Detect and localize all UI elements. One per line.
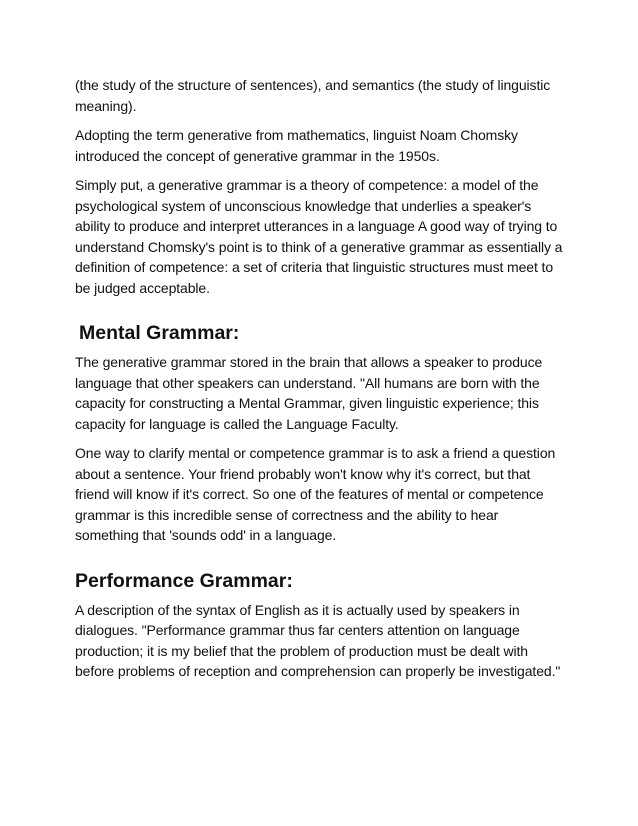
document-body [75,75,565,691]
paragraph-mental-grammar-definition: The generative grammar stored in the brain that allows a speaker to produce language that other speakers can understand. "All humans are born with the capacity for constructing a Mental Grammar, given linguistic experience; this capacity for language is called the Language Faculty. [75,354,543,432]
paragraph-generative-definition: Simply put, a generative grammar is a theory of competence: a model of the psychological system of unconscious knowledge that underlies a speaker's ability to produce and interpret utterances in a language A good way of trying to understand Chomsky's point is to think of a generative grammar as essentially a definition of competence: a set of criteria that linguistic structures must meet to be judged acceptable. [75,177,563,296]
paragraph-mental-grammar-example: One way to clarify mental or competence grammar is to ask a friend a question about a sentence. Your friend probably won't know why it's correct, but that friend will know if it's correct. So one of the features of mental or competence grammar is this incredible sense of correctness and the ability to hear something that 'sounds odd' in a language. [75,445,556,543]
heading-mental-grammar: Mental Grammar: [79,322,240,344]
paragraph-intro-continuation: (the study of the structure of sentences), and semantics (the study of linguistic meaning). [75,77,551,114]
heading-performance-grammar: Performance Grammar: [75,569,293,592]
paragraph-performance-grammar-definition: A description of the syntax of English as it is actually used by speakers in dialogues. "Performance grammar thus far centers attention on language production; it is my belief that the problem of production must be dealt with before problems of reception and comprehension can properly be investigated." [75,601,561,679]
paragraph-chomsky-origin: Adopting the term generative from mathematics, linguist Noam Chomsky introduced the concept of generative grammar in the 1950s. [75,127,518,164]
